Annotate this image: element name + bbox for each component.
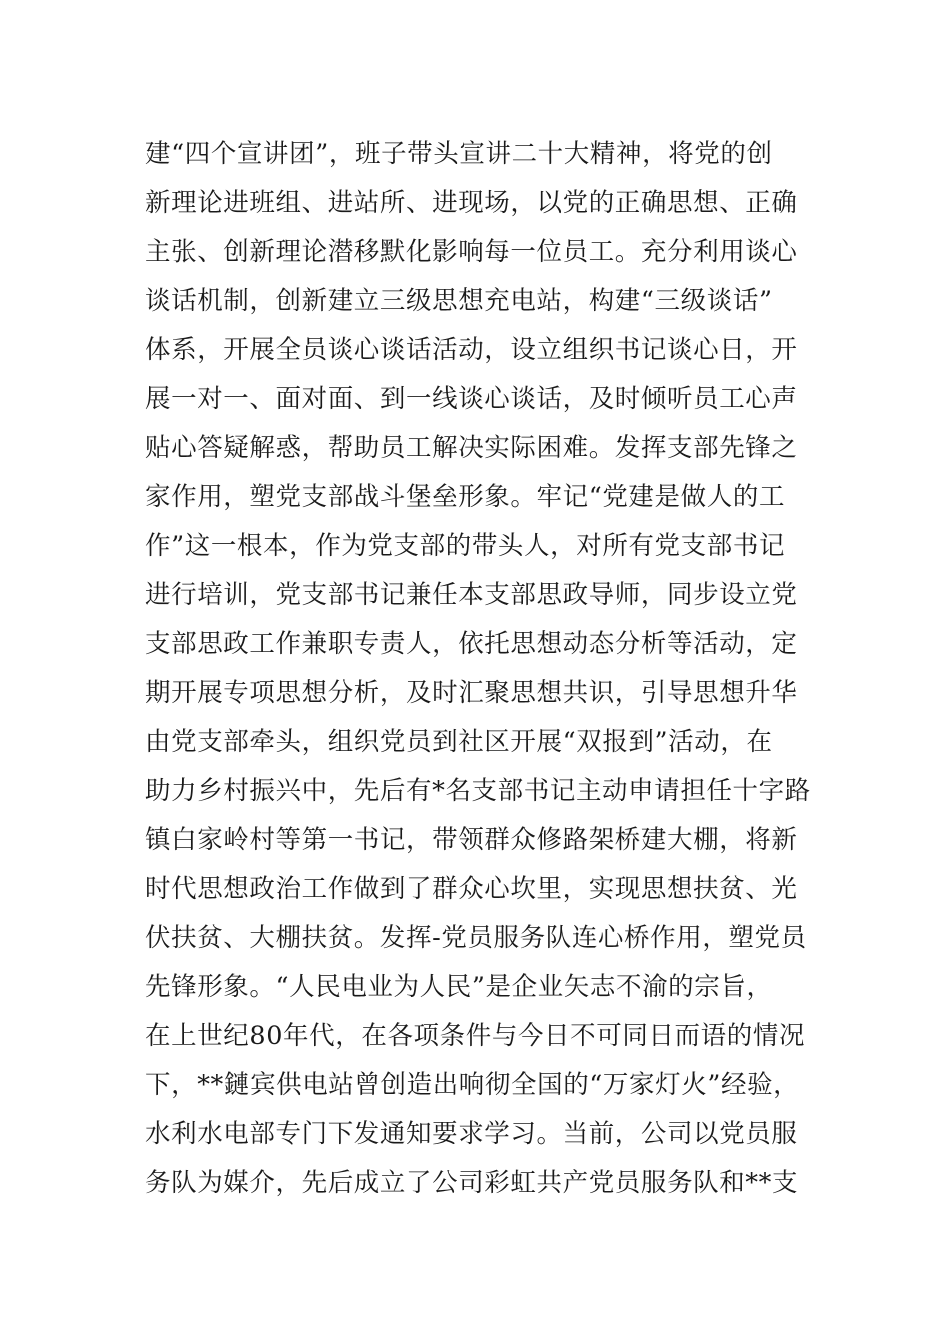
text-line: 建“四个宣讲团”，班子带头宣讲二十大精神，将党的创 <box>145 139 773 169</box>
text-line: 贴心答疑解惑，帮助员工解决实际困难。发挥支部先锋之 <box>145 433 798 463</box>
text-line: 新理论进班组、进站所、进现场，以党的正确思想、正确 <box>145 188 798 218</box>
text-line: 家作用，塑党支部战斗堡垒形象。牢记“党建是做人的工 <box>145 482 786 512</box>
text-line: 时代思想政治工作做到了群众心坎里，实现思想扶贫、光 <box>145 874 798 904</box>
text-line: 作”这一根本，作为党支部的带头人，对所有党支部书记 <box>145 531 786 561</box>
text-line: 先锋形象。“人民电业为人民”是企业矢志不渝的宗旨， <box>145 972 773 1002</box>
text-line: 伏扶贫、大棚扶贫。发挥-党员服务队连心桥作用，塑党员 <box>145 923 807 953</box>
text-line: 展一对一、面对面、到一线谈心谈话，及时倾听员工心声 <box>145 384 798 414</box>
text-line: 由党支部牵头，组织党员到社区开展“双报到”活动，在 <box>145 727 773 757</box>
text-line: 水利水电部专门下发通知要求学习。当前，公司以党员服 <box>145 1119 798 1149</box>
text-line: 务队为媒介，先后成立了公司彩虹共产党员服务队和**支 <box>145 1168 799 1198</box>
text-line: 进行培训，党支部书记兼任本支部思政导师，同步设立党 <box>145 580 798 610</box>
text-line: 支部思政工作兼职专责人，依托思想动态分析等活动，定 <box>145 629 798 659</box>
text-line: 主张、创新理论潜移默化影响每一位员工。充分利用谈心 <box>145 237 798 267</box>
text-line: 谈话机制，创新建立三级思想充电站，构建“三级谈话” <box>145 286 773 316</box>
body-paragraph <box>145 130 825 1208</box>
text-line: 在上世纪80年代，在各项条件与今日不可同日而语的情况 <box>145 1021 806 1051</box>
text-line: 体系，开展全员谈心谈话活动，设立组织书记谈心日，开 <box>145 335 798 365</box>
text-line: 助力乡村振兴中，先后有*名支部书记主动申请担任十字路 <box>145 776 811 806</box>
text-line: 镇白家岭村等第一书记，带领群众修路架桥建大棚，将新 <box>145 825 798 855</box>
text-line: 下，**鏈宾供电站曾创造出响彻全国的“万家灯火”经验， <box>145 1070 800 1100</box>
text-line: 期开展专项思想分析，及时汇聚思想共识，引导思想升华 <box>145 678 798 708</box>
